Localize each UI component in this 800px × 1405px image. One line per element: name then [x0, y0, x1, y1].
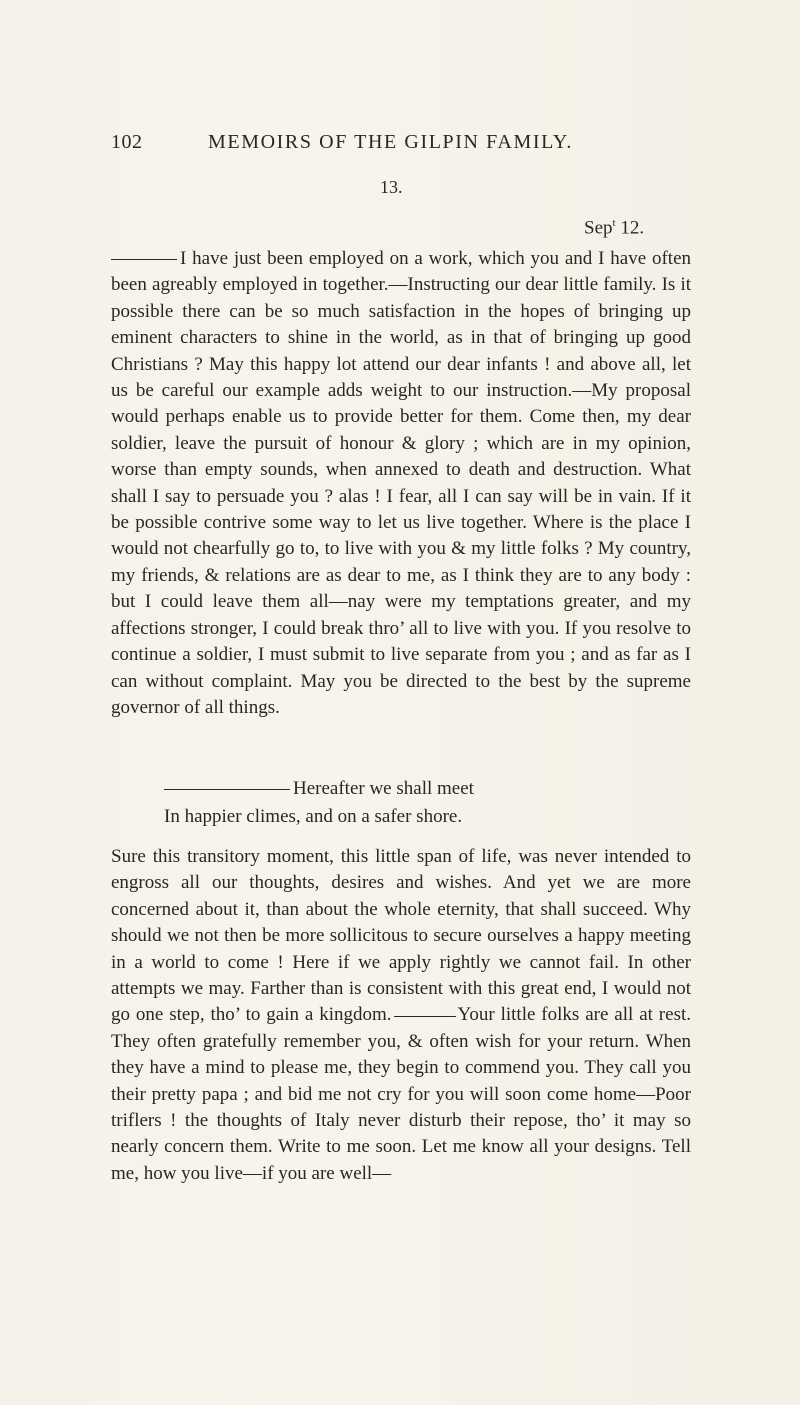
letter-paragraph-2 — [111, 844, 691, 1187]
verse-line-1-text: Hereafter we shall meet — [293, 778, 474, 799]
paragraph-2-text-a: Sure this transitory moment, this little span of life, was never intended to engross all our thoughts, desires and wishes. And yet we are more concerned about it, than about the whole eternity, that shall succeed. Why should we not then be more sollicitous to secure ourselves a happy meeting in a world to come ! Here if we apply rightly we cannot fail. In other attempts we may. Farther than is consistent with this great end, I would not go one step, tho’ to gain a kingdom. — [111, 846, 691, 1026]
verse-dash-rule — [164, 789, 290, 790]
opening-dash-rule — [111, 259, 177, 260]
running-title: MEMOIRS OF THE GILPIN FAMILY. — [208, 131, 573, 153]
date-superscript: t — [612, 217, 616, 229]
paragraph-1-text: I have just been employed on a work, which you and I have often been agreably employed in together.—Instructing our dear little family. Is it possible there can be so much satisfaction in the hopes of bringing up eminent characters to shine in the world, as in that of bringing up good Christians ? May this happy lot attend our dear infants ! and above all, let us be careful our example adds weight to our instruction.—My proposal would perhaps enable us to provide better for them. Come then, my dear soldier, leave the pursuit of honour & glory ; which are in my opinion, worse than empty sounds, when annexed to death and destruction. What shall I say to persuade you ? alas ! I fear, all I can say will be in vain. If it be possible contrive some way to let us live together. Where is the place I would not chearfully go to, to live with you & my little folks ? My country, my friends, & relations are as dear to me, as I think they are to any body : but I could leave them all—nay were my temptations greater, and my affections stronger, I could break thro’ all to live with you. If you resolve to continue a soldier, I must submit to live separate from you ; and as far as I can without complaint. May you be directed to the best by the supreme governor of all things. — [111, 248, 691, 718]
letter-number: 13. — [380, 177, 403, 197]
date-day: 12. — [615, 217, 645, 239]
letter-date — [584, 217, 644, 239]
verse-line-1 — [164, 778, 474, 800]
page-number: 102 — [111, 131, 143, 153]
page-header — [111, 131, 671, 161]
inline-dash-rule — [394, 1016, 456, 1017]
date-month: Sep — [584, 217, 613, 239]
verse-line-2: In happier climes, and on a safer shore. — [164, 806, 463, 827]
paragraph-2-text-b: Your little folks are all at rest. They often gratefully remember you, & often wish for your return. When they have a mind to please me, they begin to commend you. They call you their pretty papa ; and bid me not cry for you will soon come home—Poor triflers ! the thoughts of Italy never disturb their repose, tho’ it may so nearly concern them. Write to me soon. Let me know all your designs. Tell me, how you live—if you are well— — [111, 1004, 691, 1184]
letter-paragraph-1 — [111, 246, 691, 721]
